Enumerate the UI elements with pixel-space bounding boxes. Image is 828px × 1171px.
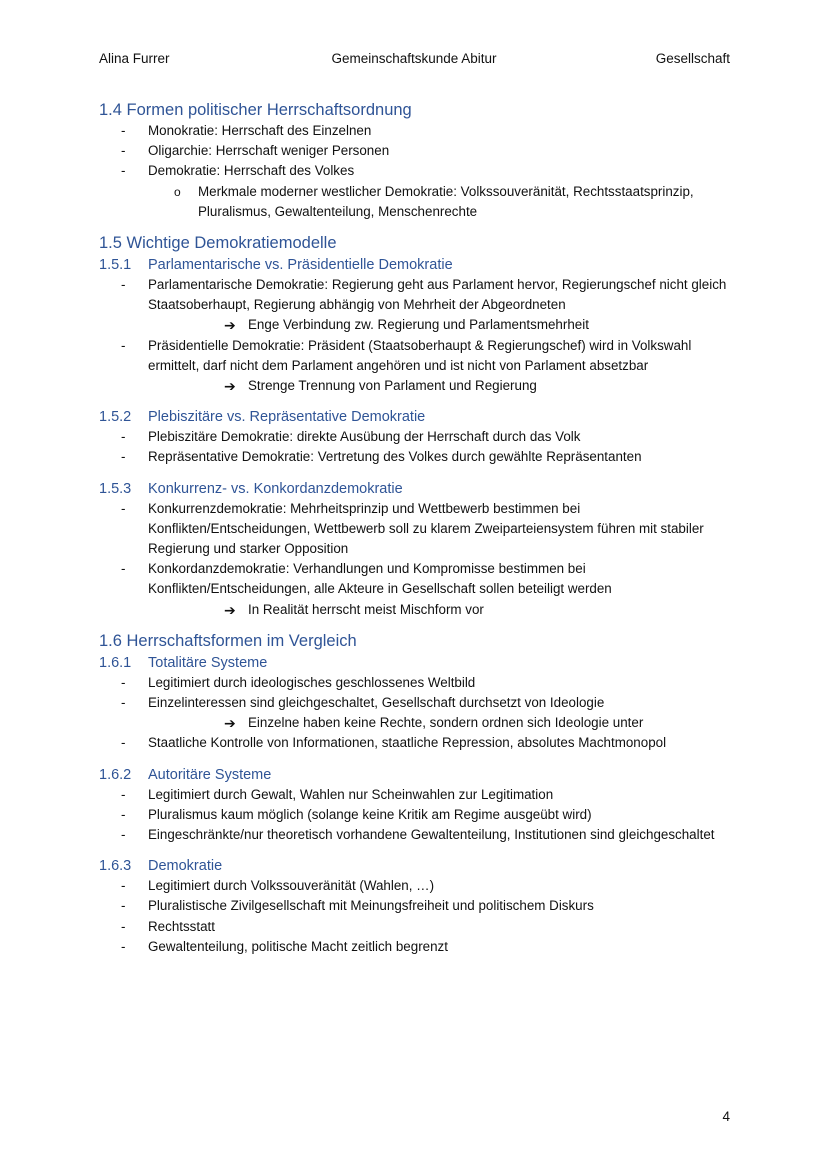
subsection-heading-1-5-3: 1.5.3 Konkurrenz- vs. Konkordanzdemokratie [99,480,403,497]
list-item: - Legitimiert durch ideologisches geschlossenes Weltbild [121,674,476,690]
subsection-heading-1-5-1: 1.5.1 Parlamentarische vs. Präsidentielle Demokratie [99,257,453,274]
list-item: - Oligarchie: Herrschaft weniger Personen [121,143,390,159]
page-number: 4 [722,1109,730,1124]
arrow-right-icon: ➔ [224,378,236,395]
list-item: - Monokratie: Herrschaft des Einzelnen [121,123,372,138]
sub-list-item: o Merkmale moderner westlicher Demokratie: Volkssouveränität, Rechtsstaatsprinzip, Pluralismus, Gewaltenteilung, Menschenrechte [174,183,694,219]
subsection-heading-1-6-2: 1.6.2 Autoritäre Systeme [99,766,272,783]
list-item: - Konkordanzdemokratie: Verhandlungen und Kompromisse bestimmen bei Konflikten/Entscheidungen, alle Akteure in Gesellschaft sollen beteiligt werden [121,561,612,597]
header-topic: Gesellschaft [655,51,730,66]
list-item: - Konkurrenzdemokratie: Mehrheitsprinzip und Wettbewerb bestimmen bei Konflikten/Entscheidungen, Wettbewerb soll zu klarem Zweiparteiensystem führen mit stabiler Regierung und starker Opposition [121,500,704,557]
list-item: - Plebiszitäre Demokratie: direkte Ausübung der Herrschaft durch das Volk [121,429,581,445]
section-heading-1-4: 1.4 Formen politischer Herrschaftsordnung [99,101,412,119]
list-item: - Repräsentative Demokratie: Vertretung des Volkes durch gewählte Repräsentanten [121,449,642,465]
document-body [99,99,739,957]
header-author: Alina Furrer [99,51,170,66]
list-item: - Legitimiert durch Gewalt, Wahlen nur Scheinwahlen zur Legitimation [121,786,554,802]
list-item: - Demokratie: Herrschaft des Volkes [121,163,355,179]
circle-bullet-icon: o [174,184,181,199]
list-item: - Einzelinteressen sind gleichgeschaltet, Gesellschaft durchsetzt von Ideologie [121,695,605,711]
list-item: - Staatliche Kontrolle von Informationen, staatliche Repression, absolutes Machtmonopol [121,735,667,751]
list-item: - Präsidentielle Demokratie: Präsident (Staatsoberhaupt & Regierungschef) wird in Volkswahl ermittelt, darf nicht dem Parlament angehören und ist nicht von Parlament absetzbar [121,337,692,373]
list-item: - Eingeschränkte/nur theoretisch vorhandene Gewaltenteilung, Institutionen sind gleichgeschaltet [121,827,715,843]
subsection-heading-1-6-3: 1.6.3 Demokratie [99,858,223,875]
arrow-note: ➔ Strenge Trennung von Parlament und Regierung [99,376,739,396]
arrow-note: ➔ Enge Verbindung zw. Regierung und Parlamentsmehrheit [99,315,739,335]
header-course: Gemeinschaftskunde Abitur [331,51,497,66]
subsection-heading-1-6-1: 1.6.1 Totalitäre Systeme [99,654,268,671]
section-heading-1-5: 1.5 Wichtige Demokratiemodelle [99,234,337,253]
list-item: - Gewaltenteilung, politische Macht zeitlich begrenzt [121,938,448,954]
arrow-note: ➔ Einzelne haben keine Rechte, sondern ordnen sich Ideologie unter [99,713,739,733]
arrow-right-icon: ➔ [224,317,236,334]
section-heading-1-6: 1.6 Herrschaftsformen im Vergleich [99,631,357,650]
subsection-heading-1-5-2: 1.5.2 Plebiszitäre vs. Repräsentative Demokratie [99,409,426,426]
arrow-right-icon: ➔ [224,715,236,732]
list-item: - Rechtsstatt [121,918,215,934]
list-item: - Pluralistische Zivilgesellschaft mit Meinungsfreiheit und politischem Diskurs [121,898,594,914]
list-item: - Legitimiert durch Volkssouveränität (Wahlen, …) [121,878,435,894]
list-item: - Parlamentarische Demokratie: Regierung geht aus Parlament hervor, Regierungschef nicht gleich Staatsoberhaupt, Regierung abhängig von Mehrheit der Abgeordneten [121,277,727,313]
bullet-list [99,121,739,222]
arrow-note: ➔ In Realität herrscht meist Mischform vor [99,600,739,620]
arrow-right-icon: ➔ [224,601,236,618]
list-item: - Pluralismus kaum möglich (solange keine Kritik am Regime ausgeübt wird) [121,806,592,822]
